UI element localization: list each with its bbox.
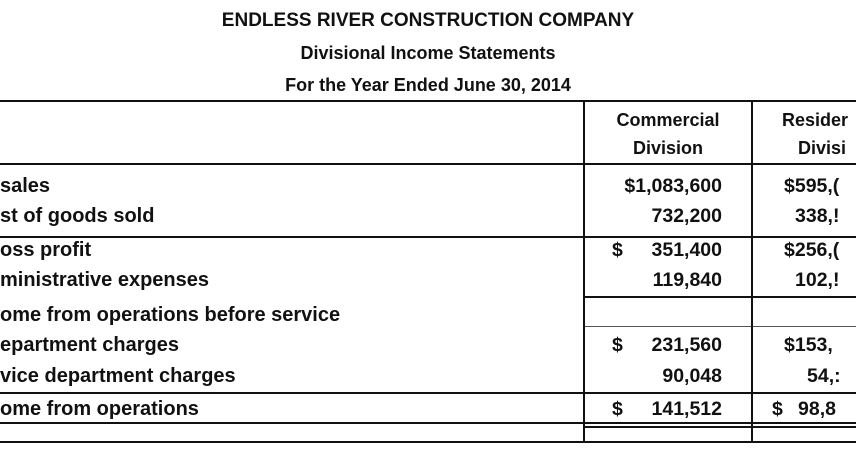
commercial-income-before-service-dollar: $: [612, 334, 623, 356]
row-label-income-before-service-line1: ome from operations before service: [0, 304, 341, 326]
rule-table-bottom: [0, 441, 856, 443]
rule-double-residential: [753, 426, 856, 428]
residential-sales: $595,(: [784, 175, 840, 197]
residential-gross-profit: $256,(: [784, 239, 840, 261]
commercial-income-before-service: 231,560: [651, 334, 722, 356]
commercial-col-header-line2: Division: [632, 138, 703, 158]
commercial-cogs: 732,200: [651, 205, 722, 227]
rule-colhead-bottom: [0, 163, 856, 165]
row-label-sales: sales: [0, 175, 51, 197]
residential-cogs: 338,!: [795, 205, 840, 227]
row-label-cogs: st of goods sold: [0, 205, 155, 227]
residential-admin-expenses: 102,!: [795, 269, 840, 291]
commercial-sales: $1,083,600: [624, 175, 722, 197]
commercial-income-from-operations: 141,512: [651, 398, 722, 420]
residential-service-dept-charges: 54,:: [807, 365, 841, 387]
commercial-gross-profit-dollar: $: [612, 239, 623, 261]
residential-col-header-line2: Divisi: [798, 138, 847, 158]
residential-income-from-operations-dollar: $: [772, 398, 783, 420]
row-label-admin-expenses: ministrative expenses: [0, 269, 209, 291]
residential-income-from-operations: 98,8: [798, 398, 836, 420]
rule-double-commercial: [585, 426, 751, 428]
col-rule-mid: [751, 100, 753, 443]
company-name: ENDLESS RIVER CONSTRUCTION COMPANY: [221, 10, 635, 31]
commercial-admin-expenses: 119,840: [652, 269, 722, 291]
commercial-income-from-operations-dollar: $: [612, 398, 623, 420]
row-label-service-dept-charges: vice department charges: [0, 365, 236, 387]
commercial-col-header-line1: Commercial: [616, 110, 720, 130]
rule-gross-profit: [0, 236, 856, 238]
rule-before-income: [0, 392, 856, 394]
rule-row5-commercial: [585, 326, 751, 327]
statement-period: For the Year Ended June 30, 2014: [285, 75, 571, 95]
residential-income-before-service: $153,: [784, 334, 833, 356]
rule-row5-residential: [753, 326, 856, 327]
statement-title: Divisional Income Statements: [300, 43, 556, 63]
row-label-gross-profit: oss profit: [0, 239, 92, 261]
residential-col-header-line1: Resider: [782, 110, 849, 130]
rule-income-bottom: [0, 422, 856, 424]
rule-expenses-commercial: [585, 296, 751, 298]
rule-expenses-residential: [753, 296, 856, 298]
row-label-income-before-service-line2: epartment charges: [0, 334, 179, 356]
commercial-service-dept-charges: 90,048: [662, 365, 722, 387]
rule-header-bottom: [0, 100, 856, 102]
commercial-gross-profit: 351,400: [651, 239, 722, 261]
row-label-income-from-operations: ome from operations: [0, 398, 199, 420]
